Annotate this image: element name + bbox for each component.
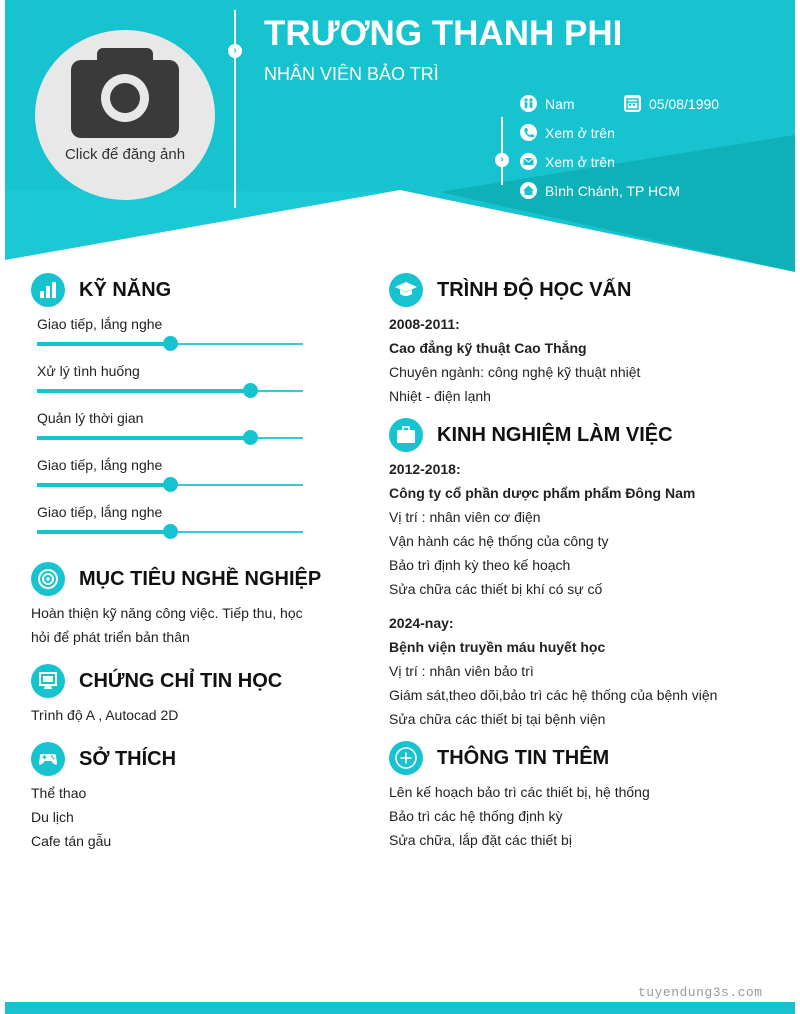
objective-line: hỏi để phát triển bản thân bbox=[31, 629, 190, 645]
camera-icon bbox=[71, 46, 179, 140]
plus-circle-icon bbox=[389, 741, 423, 775]
candidate-position: NHÂN VIÊN BẢO TRÌ bbox=[264, 64, 439, 84]
skill-fill bbox=[37, 389, 250, 393]
job-period: 2012-2018: bbox=[389, 461, 461, 477]
gender-value: Nam bbox=[545, 95, 575, 112]
education-heading bbox=[389, 273, 631, 307]
bar-chart-icon bbox=[31, 273, 65, 307]
skill-label: Giao tiếp, lắng nghe bbox=[37, 316, 163, 332]
job-period: 2024-nay: bbox=[389, 615, 454, 631]
gender-info bbox=[520, 95, 575, 112]
job-company: Công ty cổ phần dược phẩm phẩm Đông Nam bbox=[389, 485, 696, 501]
gamepad-icon bbox=[31, 742, 65, 776]
job-line: Sửa chữa các thiết bị tại bệnh viện bbox=[389, 711, 606, 727]
email-icon bbox=[520, 153, 537, 170]
extra-title: THÔNG TIN THÊM bbox=[437, 746, 610, 769]
experience-heading bbox=[389, 418, 673, 452]
objective-title: MỤC TIÊU NGHỀ NGHIỆP bbox=[79, 567, 322, 590]
skill-label: Xử lý tình huống bbox=[37, 363, 140, 379]
education-period: 2008-2011: bbox=[389, 316, 460, 332]
certificate-text: Trình độ A , Autocad 2D bbox=[31, 707, 179, 723]
graduation-cap-icon bbox=[389, 273, 423, 307]
address-info bbox=[520, 182, 680, 199]
certificate-icon bbox=[31, 664, 65, 698]
hobby-item: Thể thao bbox=[31, 785, 87, 801]
objective-heading bbox=[31, 562, 321, 596]
hobbies-heading bbox=[31, 742, 176, 776]
job-line: Bảo trì định kỳ theo kế hoạch bbox=[389, 557, 571, 573]
extra-item: Sửa chữa, lắp đặt các thiết bị bbox=[389, 832, 572, 848]
phone-info bbox=[520, 124, 615, 141]
skill-bar bbox=[37, 390, 303, 392]
email-value: Xem ở trên bbox=[545, 153, 615, 170]
objective-line: Hoàn thiện kỹ năng công việc. Tiếp thu, học bbox=[31, 605, 303, 621]
extra-item: Bảo trì các hệ thống định kỳ bbox=[389, 808, 563, 824]
skill-fill bbox=[37, 342, 170, 346]
address-value: Bình Chánh, TP HCM bbox=[545, 182, 680, 199]
skill-bar bbox=[37, 484, 303, 486]
education-title: TRÌNH ĐỘ HỌC VẤN bbox=[437, 278, 632, 301]
watermark: tuyendung3s.com bbox=[638, 985, 763, 1000]
skill-knob bbox=[163, 524, 178, 539]
email-info bbox=[520, 153, 615, 170]
header-divider bbox=[234, 10, 236, 208]
job-line: Vị trí : nhân viên bảo trì bbox=[389, 663, 534, 679]
skill-label: Giao tiếp, lắng nghe bbox=[37, 457, 163, 473]
hobby-item: Cafe tán gẫu bbox=[31, 833, 112, 849]
birthdate-info bbox=[624, 95, 719, 112]
phone-icon bbox=[520, 124, 537, 141]
gender-icon bbox=[520, 95, 537, 112]
experience-title: KINH NGHIỆM LÀM VIỆC bbox=[437, 423, 673, 446]
contact-divider bbox=[501, 117, 503, 185]
skills-title: KỸ NĂNG bbox=[79, 278, 172, 301]
education-major: Chuyên ngành: công nghệ kỹ thuật nhiệt bbox=[389, 364, 641, 380]
skill-knob bbox=[163, 477, 178, 492]
skill-bar bbox=[37, 437, 303, 439]
skills-heading bbox=[31, 273, 171, 307]
home-icon bbox=[520, 182, 537, 199]
skill-label: Giao tiếp, lắng nghe bbox=[37, 504, 163, 520]
skill-knob bbox=[243, 430, 258, 445]
extra-heading bbox=[389, 741, 609, 775]
briefcase-icon bbox=[389, 418, 423, 452]
skill-fill bbox=[37, 483, 170, 487]
extra-item: Lên kế hoạch bảo trì các thiết bị, hệ thống bbox=[389, 784, 650, 800]
avatar-upload[interactable] bbox=[35, 30, 215, 200]
education-detail: Nhiệt - điện lạnh bbox=[389, 388, 491, 404]
candidate-name: TRƯƠNG THANH PHI bbox=[264, 14, 623, 53]
hobbies-title: SỞ THÍCH bbox=[79, 747, 177, 770]
certificates-heading bbox=[31, 664, 282, 698]
chevron-right-icon: › bbox=[228, 44, 242, 58]
job-line: Vị trí : nhân viên cơ điện bbox=[389, 509, 541, 525]
certificates-title: CHỨNG CHỈ TIN HỌC bbox=[79, 669, 283, 692]
chevron-right-icon: › bbox=[495, 153, 509, 167]
hobby-item: Du lịch bbox=[31, 809, 74, 825]
job-line: Vận hành các hệ thống của công ty bbox=[389, 533, 609, 549]
skill-knob bbox=[163, 336, 178, 351]
calendar-icon bbox=[624, 95, 641, 112]
phone-value: Xem ở trên bbox=[545, 124, 615, 141]
job-company: Bệnh viện truyền máu huyết học bbox=[389, 639, 606, 655]
skill-fill bbox=[37, 436, 250, 440]
skill-bar bbox=[37, 343, 303, 345]
birthdate-value: 05/08/1990 bbox=[649, 95, 720, 112]
skill-fill bbox=[37, 530, 170, 534]
skill-bar bbox=[37, 531, 303, 533]
job-line: Sửa chữa các thiết bị khí có sự cố bbox=[389, 581, 603, 597]
job-line: Giám sát,theo dõi,bảo trì các hệ thống của bệnh viện bbox=[389, 687, 718, 703]
footer-bar bbox=[5, 1002, 795, 1014]
skill-label: Quản lý thời gian bbox=[37, 410, 144, 426]
education-school: Cao đẳng kỹ thuật Cao Thắng bbox=[389, 340, 587, 356]
skill-knob bbox=[243, 383, 258, 398]
target-icon bbox=[31, 562, 65, 596]
photo-caption: Click để đăng ảnh bbox=[64, 146, 186, 163]
